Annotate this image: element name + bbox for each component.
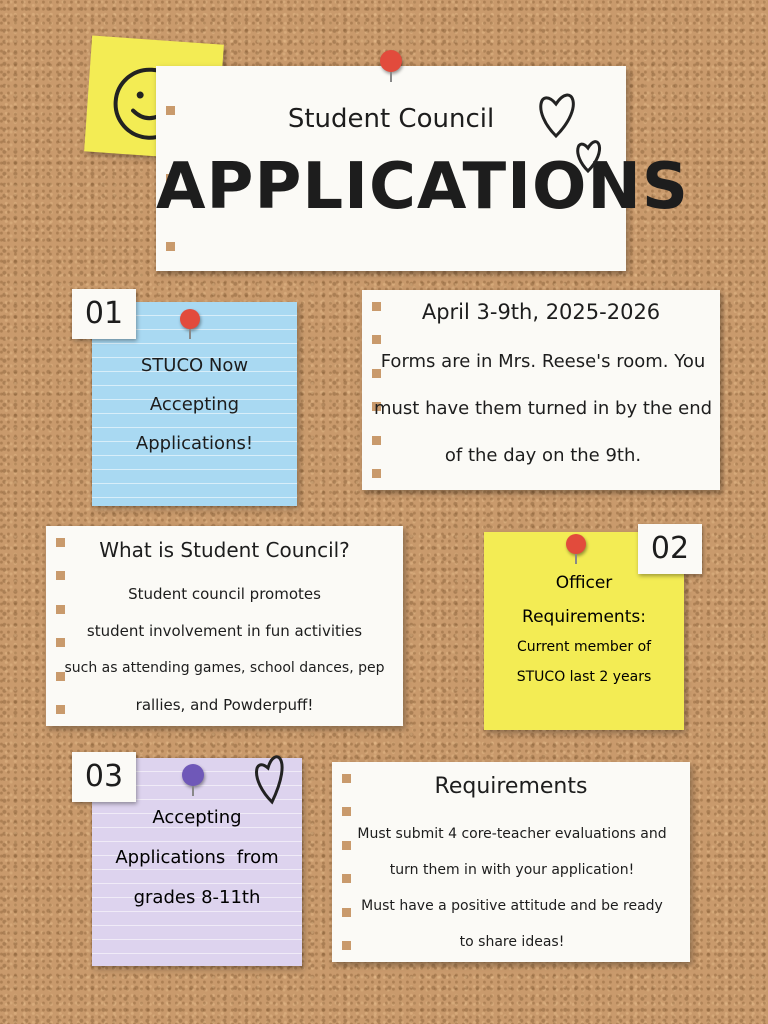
grades-line: Applications from xyxy=(115,847,279,868)
dates-line: Forms are in Mrs. Reese's room. You xyxy=(380,351,706,372)
about-heading: What is Student Council? xyxy=(99,538,350,562)
number-badge-01: 01 xyxy=(72,289,136,339)
grades-line: Accepting xyxy=(152,807,242,828)
requirements-line: turn them in with your application! xyxy=(389,862,635,878)
number-badge-02: 02 xyxy=(638,524,702,574)
header-paper xyxy=(156,66,689,271)
dates-line: must have them turned in by the end xyxy=(373,398,713,419)
officer-line: Current member of xyxy=(516,639,652,655)
requirements-line: to share ideas! xyxy=(459,934,565,950)
grades-line: grades 8-11th xyxy=(133,887,261,908)
about-line: rallies, and Powderpuff! xyxy=(135,696,314,714)
about-line: such as attending games, school dances, pep xyxy=(64,660,385,676)
red-pushpin xyxy=(566,534,586,554)
about-paper xyxy=(46,526,403,726)
requirements-line: Must submit 4 core-teacher evaluations and xyxy=(357,826,667,842)
about-line: student involvement in fun activities xyxy=(86,622,363,640)
note-line: STUCO Now xyxy=(140,355,249,376)
hearts-icon xyxy=(526,76,616,176)
dates-line: of the day on the 9th. xyxy=(444,445,642,466)
requirements-heading: Requirements xyxy=(434,774,588,799)
red-pushpin xyxy=(180,309,200,329)
officer-heading: Officer Requirements: xyxy=(522,573,646,627)
subtitle: Student Council xyxy=(287,104,495,134)
officer-heading-line xyxy=(484,566,684,634)
red-pushpin xyxy=(380,50,402,72)
number-badge-03: 03 xyxy=(72,752,136,802)
note-line: Accepting xyxy=(149,394,240,415)
purple-pushpin xyxy=(182,764,204,786)
dates-paper xyxy=(362,290,720,490)
dates-heading: April 3-9th, 2025-2026 xyxy=(421,300,661,324)
about-line: Student council promotes xyxy=(128,585,321,603)
note-line: Applications! xyxy=(135,433,254,454)
officer-line: STUCO last 2 years xyxy=(516,669,652,685)
heart-doodle-icon xyxy=(248,738,296,808)
requirements-paper xyxy=(332,762,690,962)
requirements-line: Must have a positive attitude and be ready xyxy=(361,898,663,914)
page-title: APPLICATIONS xyxy=(156,150,689,224)
